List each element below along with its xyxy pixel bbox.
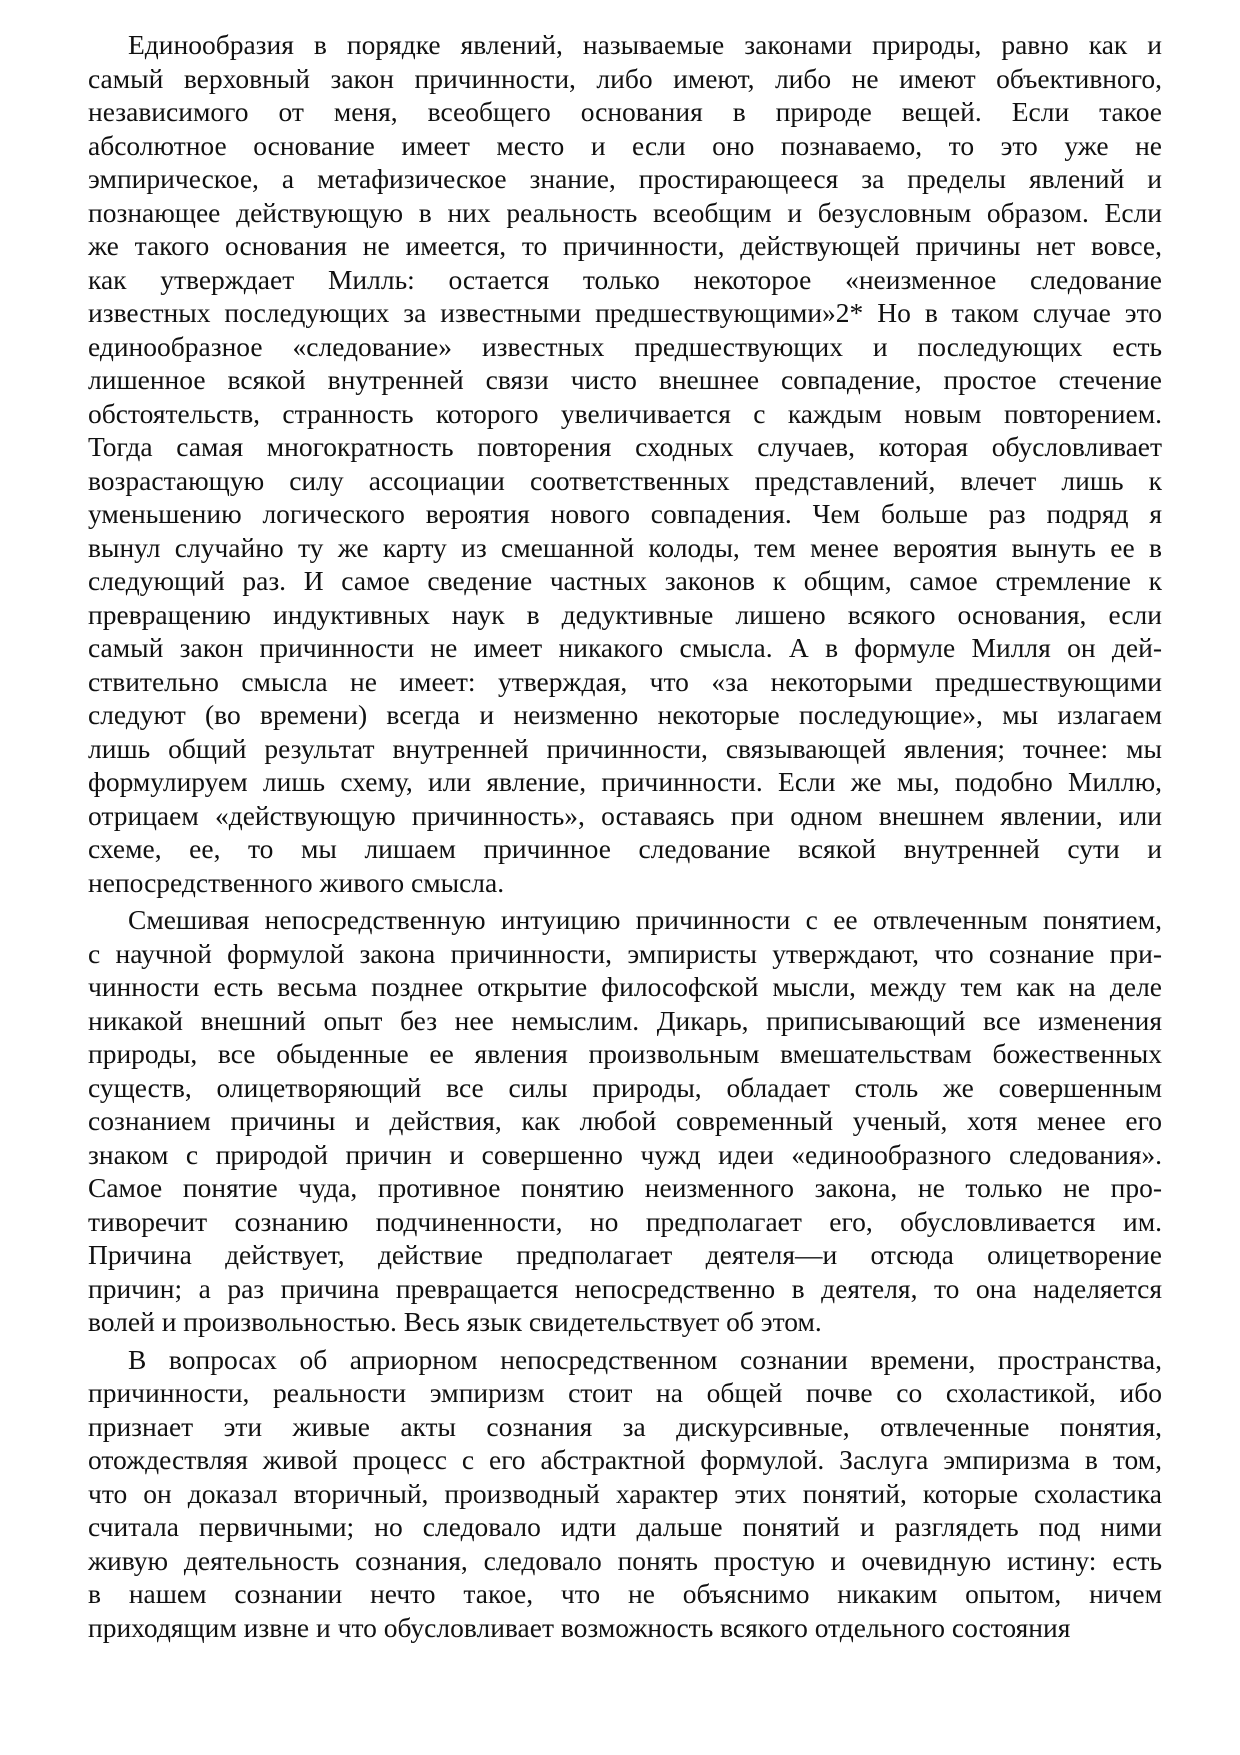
text-line: приходящим извне и что обусловливает возможность всякого отдельного состояния <box>88 1611 1071 1643</box>
text-line: превращению индуктивных наук в дедуктивные лишено всякого основания, если <box>88 598 1162 630</box>
text-line: что он доказал вторичный, производный характер этих понятий, которые схоластика <box>88 1477 1162 1509</box>
text-line: известных последующих за известными предшествующими»2* Но в таком случае это <box>88 297 1162 328</box>
text-line: самый верховный закон причинности, либо имеют, либо не имеют объективного, <box>88 62 1162 94</box>
text-line: абсолютное основание имеет место и если оно познаваемо, то это уже не <box>88 129 1162 161</box>
text-line: непосредственного живого смысла. <box>88 866 505 898</box>
text-line: обстоятельств, странность которого увеличивается с каждым новым повторением. <box>88 397 1162 429</box>
document-page <box>88 28 1162 1644</box>
text-line: формулируем лишь схему, или явление, причинности. Если же мы, подобно Миллю, <box>88 766 1162 797</box>
text-line: считала первичными; но следовало идти дальше понятий и разглядеть под ними <box>88 1511 1162 1542</box>
text-line: Единообразия в порядке явлений, называемые законами природы, равно как и <box>128 29 1162 60</box>
text-line: тиворечит сознанию подчиненности, но предполагает его, обусловливается им. <box>88 1205 1162 1237</box>
paragraph-1 <box>88 28 1162 899</box>
text-line: Причина действует, действие предполагает деятеля—и отсюда олицетворение <box>88 1239 1162 1270</box>
text-line: природы, все обыденные ее явления произвольным вмешательствам божественных <box>88 1038 1162 1069</box>
text-line: ствительно смысла не имеет: утверждая, что «за некоторыми предшествующими <box>88 665 1162 697</box>
text-line: же такого основания не имеется, то причинности, действующей причины нет вовсе, <box>88 230 1162 261</box>
text-line: как утверждает Милль: остается только некоторое «неизменное следование <box>88 263 1162 295</box>
text-line: единообразное «следование» известных предшествующих и последующих есть <box>88 330 1162 362</box>
text-line: независимого от меня, всеобщего основания в природе вещей. Если такое <box>88 96 1162 127</box>
text-line: Самое понятие чуда, противное понятию неизменного закона, не только не про- <box>88 1172 1162 1203</box>
text-line: возрастающую силу ассоциации соответственных представлений, влечет лишь к <box>88 464 1162 496</box>
text-line: сознанием причины и действия, как любой современный ученый, хотя менее его <box>88 1105 1162 1136</box>
text-line: живую деятельность сознания, следовало понять простую и очевидную истину: есть <box>88 1544 1162 1576</box>
text-line: причин; а раз причина превращается непосредственно в деятеля, то она наделяется <box>88 1272 1162 1304</box>
text-line: вынул случайно ту же карту из смешанной колоды, тем менее вероятия вынуть ее в <box>88 531 1162 563</box>
text-line: волей и произвольностью. Весь язык свидетельствует об этом. <box>88 1306 822 1337</box>
text-line: отождествляя живой процесс с его абстрактной формулой. Заслуга эмпиризма в том, <box>88 1444 1162 1475</box>
text-line: лишь общий результат внутренней причинности, связывающей явления; точнее: мы <box>88 732 1162 764</box>
text-line: причинности, реальности эмпиризм стоит на общей почве со схоластикой, ибо <box>88 1377 1162 1408</box>
text-line: лишенное всякой внутренней связи чисто внешнее совпадение, простое стечение <box>88 364 1162 395</box>
text-line: Смешивая непосредственную интуицию причинности с ее отвлеченным понятием, <box>128 904 1162 935</box>
text-line: существ, олицетворяющий все силы природы, обладает столь же совершенным <box>88 1071 1162 1103</box>
text-line: В вопросах об априорном непосредственном сознании времени, пространства, <box>128 1343 1162 1375</box>
text-line: чинности есть весьма позднее открытие философской мысли, между тем как на деле <box>88 971 1162 1002</box>
paragraph-2 <box>88 903 1162 1339</box>
text-line: признает эти живые акты сознания за дискурсивные, отвлеченные понятия, <box>88 1410 1162 1442</box>
text-line: уменьшению логического вероятия нового совпадения. Чем больше раз подряд я <box>88 498 1162 529</box>
text-line: эмпирическое, а метафизическое знание, простирающееся за пределы явлений и <box>88 163 1162 194</box>
text-line: Тогда самая многократность повторения сходных случаев, которая обусловливает <box>88 431 1162 462</box>
text-line: в нашем сознании нечто такое, что не объяснимо никаким опытом, ничем <box>88 1578 1162 1609</box>
text-line: никакой внешний опыт без нее немыслим. Дикарь, приписывающий все изменения <box>88 1004 1162 1036</box>
text-line: следующий раз. И самое сведение частных законов к общим, самое стремление к <box>88 565 1162 596</box>
paragraph-3 <box>88 1343 1162 1645</box>
text-line: следуют (во времени) всегда и неизменно некоторые последующие», мы излагаем <box>88 699 1162 730</box>
text-line: знаком с природой причин и совершенно чужд идеи «единообразного следования». <box>88 1138 1162 1170</box>
text-line: отрицаем «действующую причинность», оставаясь при одном внешнем явлении, или <box>88 799 1162 831</box>
text-line: с научной формулой закона причинности, эмпиристы утверждают, что сознание при- <box>88 937 1162 969</box>
text-line: схеме, ее, то мы лишаем причинное следование всякой внутренней сути и <box>88 833 1162 864</box>
text-line: познающее действующую в них реальность всеобщим и безусловным образом. Если <box>88 196 1162 228</box>
text-line: самый закон причинности не имеет никакого смысла. А в формуле Милля он дей- <box>88 632 1162 663</box>
